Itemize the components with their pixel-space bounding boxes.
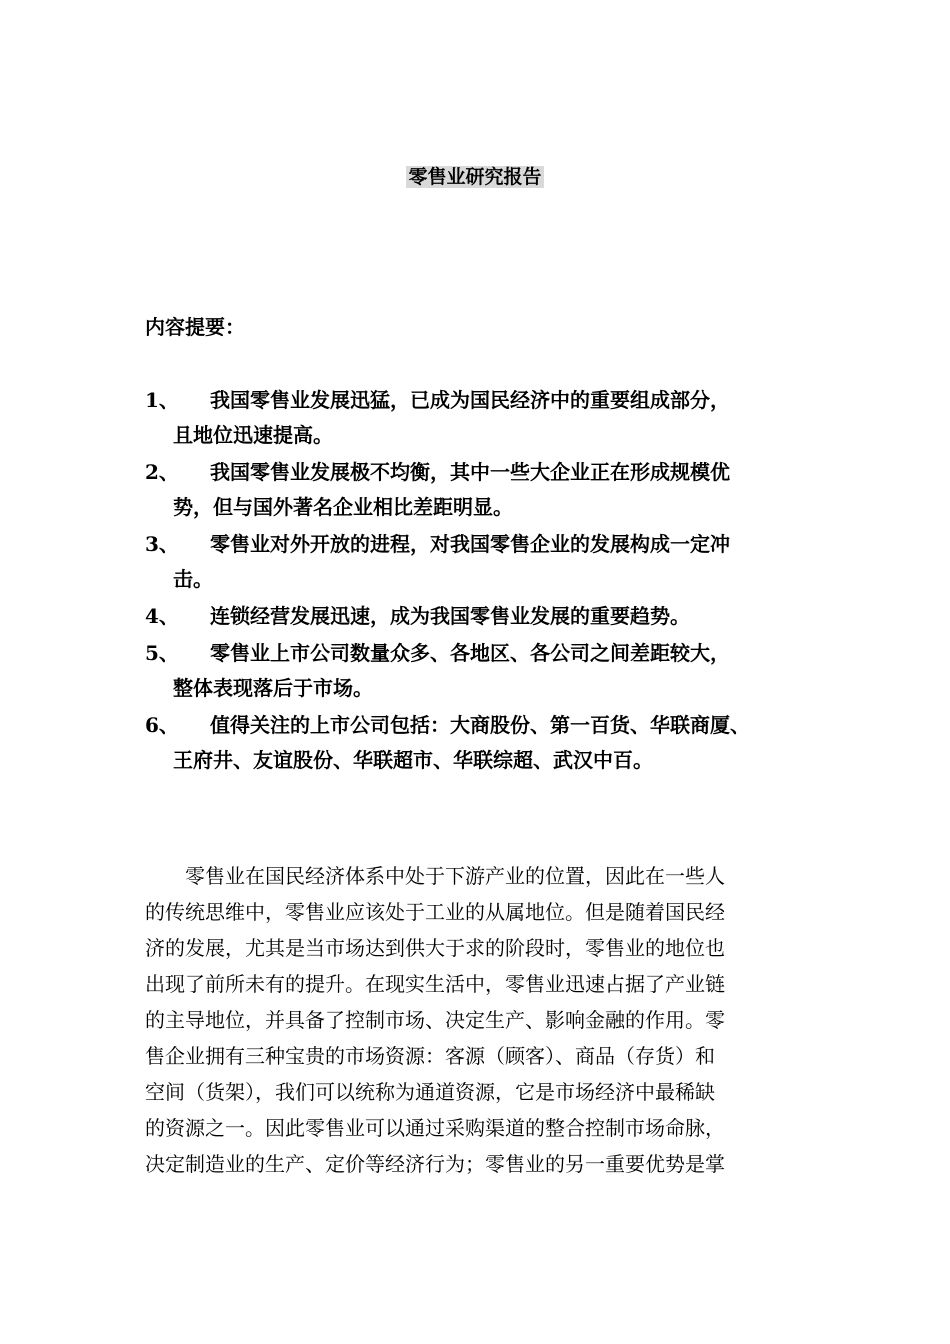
summary-item-6 xyxy=(145,708,835,778)
summary-list xyxy=(145,383,835,780)
summary-item-number: 5、 xyxy=(145,641,179,665)
summary-item-5 xyxy=(145,636,835,706)
summary-item-2 xyxy=(145,455,835,525)
body-line: 售企业拥有三种宝贵的市场资源：客源（顾客）、商品（存货）和 xyxy=(145,1044,715,1068)
summary-item-text-continued: 且地位迅速提高。 xyxy=(173,423,333,447)
body-line: 济的发展，尤其是当市场达到供大于求的阶段时，零售业的地位也 xyxy=(145,936,725,960)
summary-item-number: 2、 xyxy=(145,460,179,484)
body-line: 空间（货架），我们可以统称为通道资源，它是市场经济中最稀缺 xyxy=(145,1080,715,1104)
body-line: 零售业在国民经济体系中处于下游产业的位置，因此在一些人 xyxy=(185,864,725,888)
summary-item-number: 6、 xyxy=(145,713,179,737)
summary-item-text: 连锁经营发展迅速，成为我国零售业发展的重要趋势。 xyxy=(210,604,690,628)
summary-item-4 xyxy=(145,599,835,634)
summary-item-text-continued: 王府井、友谊股份、华联超市、华联综超、武汉中百。 xyxy=(173,748,653,772)
body-line: 的主导地位，并具备了控制市场、决定生产、影响金融的作用。零 xyxy=(145,1008,725,1032)
summary-item-text-continued: 整体表现落后于市场。 xyxy=(173,676,373,700)
summary-item-text: 我国零售业发展极不均衡，其中一些大企业正在形成规模优 xyxy=(210,460,730,484)
document-title xyxy=(0,164,950,190)
summary-item-text-continued: 势，但与国外著名企业相比差距明显。 xyxy=(173,495,513,519)
summary-item-number: 1、 xyxy=(145,388,179,412)
summary-item-number: 4、 xyxy=(145,604,179,628)
document-title-text: 零售业研究报告 xyxy=(408,166,542,188)
summary-item-text: 零售业对外开放的进程，对我国零售企业的发展构成一定冲 xyxy=(210,532,730,556)
summary-item-number: 3、 xyxy=(145,532,179,556)
summary-item-text: 零售业上市公司数量众多、各地区、各公司之间差距较大， xyxy=(210,641,730,665)
body-paragraph xyxy=(145,858,807,1182)
body-line: 出现了前所未有的提升。在现实生活中，零售业迅速占据了产业链 xyxy=(145,972,725,996)
body-line: 的资源之一。因此零售业可以通过采购渠道的整合控制市场命脉， xyxy=(145,1116,725,1140)
summary-item-text: 值得关注的上市公司包括：大商股份、第一百货、华联商厦、 xyxy=(210,713,750,737)
summary-item-1 xyxy=(145,383,835,453)
summary-heading: 内容提要： xyxy=(145,315,245,339)
summary-item-3 xyxy=(145,527,835,597)
summary-item-text-continued: 击。 xyxy=(173,567,213,591)
body-line: 的传统思维中，零售业应该处于工业的从属地位。但是随着国民经 xyxy=(145,900,725,924)
body-line: 决定制造业的生产、定价等经济行为；零售业的另一重要优势是掌 xyxy=(145,1152,725,1176)
summary-item-text: 我国零售业发展迅猛，已成为国民经济中的重要组成部分， xyxy=(210,388,730,412)
